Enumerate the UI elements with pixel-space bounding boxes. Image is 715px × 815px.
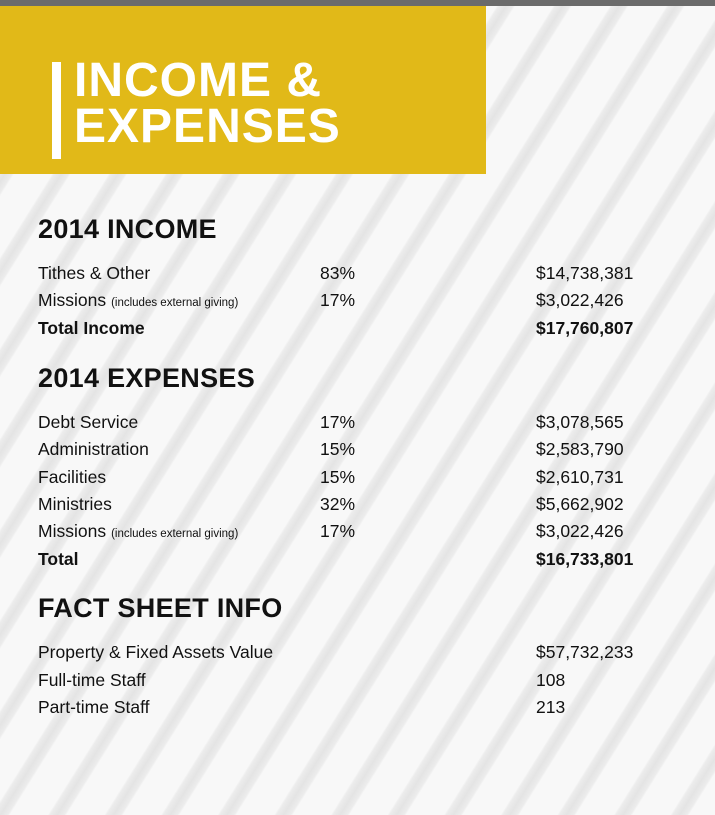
income-total-row xyxy=(38,316,698,340)
income-row-label: Tithes & Other xyxy=(38,263,151,283)
expense-row-label: Debt Service xyxy=(38,412,139,432)
fact-row-label: Part-time Staff xyxy=(38,697,150,717)
expense-row-amount: $2,610,731 xyxy=(536,467,624,487)
income-row-tithes xyxy=(38,261,698,285)
expense-row-percent: 15% xyxy=(320,467,356,487)
expense-row-label: Facilities xyxy=(38,467,107,487)
fact-row-full-time-staff xyxy=(38,668,698,692)
expense-row-percent: 17% xyxy=(320,521,356,541)
income-row-label: Missions (includes external giving) xyxy=(38,290,239,310)
income-total-label: Total Income xyxy=(38,318,145,338)
expense-row-debt-service xyxy=(38,410,698,434)
expense-row-percent: 17% xyxy=(320,412,356,432)
banner-accent-rule xyxy=(52,62,61,159)
fact-row-value: $57,732,233 xyxy=(536,642,634,662)
income-row-amount: $3,022,426 xyxy=(536,290,624,310)
expense-row-amount: $3,078,565 xyxy=(536,412,624,432)
expenses-heading: 2014 EXPENSES xyxy=(38,363,256,393)
income-row-percent: 83% xyxy=(320,263,356,283)
expense-row-administration xyxy=(38,437,698,461)
page-title-line-2: EXPENSES xyxy=(74,100,341,153)
expense-row-label: Ministries xyxy=(38,494,112,514)
page-title xyxy=(74,54,341,153)
expense-row-percent: 15% xyxy=(320,439,356,459)
page-title-line-1: INCOME & xyxy=(74,54,322,107)
fact-row-label: Full-time Staff xyxy=(38,670,146,690)
income-row-missions xyxy=(38,288,698,312)
expenses-total-amount: $16,733,801 xyxy=(536,549,634,569)
fact-row-value: 108 xyxy=(536,670,566,690)
expense-row-label: Missions (includes external giving) xyxy=(38,521,239,541)
income-heading: 2014 INCOME xyxy=(38,214,217,244)
title-banner xyxy=(0,6,486,174)
fact-row-part-time-staff xyxy=(38,695,698,719)
expense-row-facilities xyxy=(38,465,698,489)
expenses-total-row xyxy=(38,547,698,571)
income-row-note: (includes external giving) xyxy=(111,297,239,309)
expense-row-percent: 32% xyxy=(320,494,356,514)
income-row-amount: $14,738,381 xyxy=(536,263,634,283)
expense-row-amount: $3,022,426 xyxy=(536,521,624,541)
income-row-percent: 17% xyxy=(320,290,356,310)
expenses-total-label: Total xyxy=(38,549,79,569)
fact-row-property xyxy=(38,640,698,664)
income-total-amount: $17,760,807 xyxy=(536,318,634,338)
expense-row-note: (includes external giving) xyxy=(111,528,239,540)
expense-row-label: Administration xyxy=(38,439,149,459)
fact-row-label: Property & Fixed Assets Value xyxy=(38,642,274,662)
expense-row-missions xyxy=(38,519,698,543)
expense-row-amount: $2,583,790 xyxy=(536,439,624,459)
facts-heading: FACT SHEET INFO xyxy=(38,593,283,623)
expense-row-ministries xyxy=(38,492,698,516)
expense-row-amount: $5,662,902 xyxy=(536,494,624,514)
fact-row-value: 213 xyxy=(536,697,566,717)
